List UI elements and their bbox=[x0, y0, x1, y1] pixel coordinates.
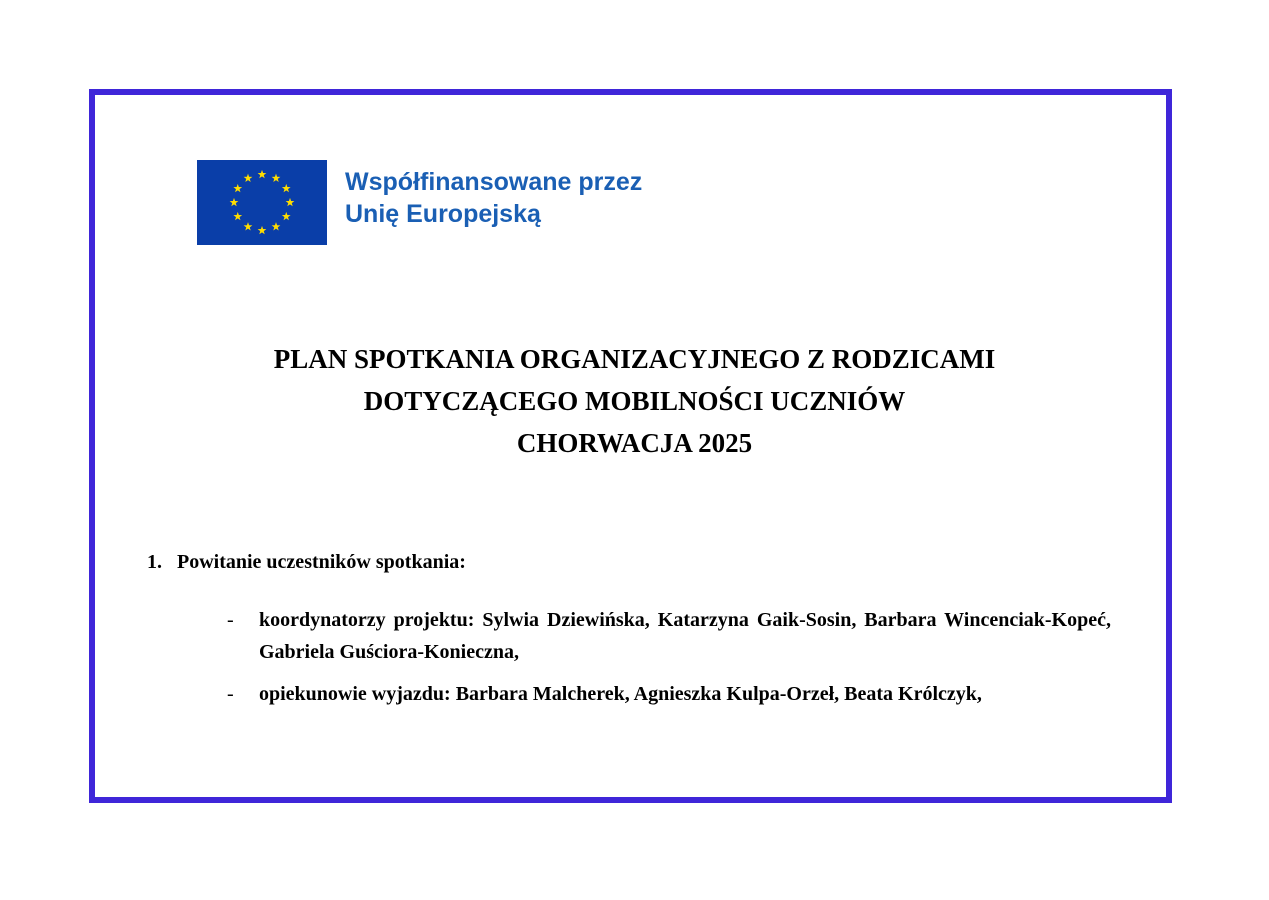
star-icon bbox=[272, 174, 281, 182]
star-icon bbox=[233, 184, 242, 192]
eu-flag-icon bbox=[197, 160, 327, 245]
star-icon bbox=[272, 222, 281, 230]
section-title: Powitanie uczestników spotkania: bbox=[177, 551, 466, 573]
section-heading bbox=[147, 548, 466, 576]
title-line-3: CHORWACJA 2025 bbox=[516, 428, 753, 458]
list-item bbox=[225, 678, 1111, 710]
list-item bbox=[225, 604, 1111, 668]
logo-caption bbox=[345, 166, 642, 230]
star-icon bbox=[282, 212, 291, 220]
title-line-2: DOTYCZĄCEGO MOBILNOŚCI UCZNIÓW bbox=[363, 386, 906, 416]
star-icon bbox=[286, 198, 295, 206]
section-number: 1. bbox=[147, 551, 162, 573]
star-icon bbox=[244, 222, 253, 230]
star-icon bbox=[244, 174, 253, 182]
star-icon bbox=[282, 184, 291, 192]
participant-list bbox=[225, 604, 1111, 720]
star-icon bbox=[258, 170, 267, 178]
star-icon bbox=[258, 226, 267, 234]
list-marker: - bbox=[227, 609, 234, 631]
title-line-1: PLAN SPOTKANIA ORGANIZACYJNEGO Z RODZICAMI bbox=[273, 344, 996, 374]
star-icon bbox=[233, 212, 242, 220]
page-title bbox=[0, 338, 1269, 464]
list-item-text: koordynatorzy projektu: Sylwia Dziewińska, Katarzyna Gaik-Sosin, Barbara Wincenciak-Kopeć, Gabriela Guściora-Konieczna, bbox=[259, 609, 1111, 663]
logo-line-2: Unię Europejską bbox=[345, 200, 541, 228]
logo-line-1: Współfinansowane przez bbox=[345, 168, 643, 196]
list-item-text: opiekunowie wyjazdu: Barbara Malcherek, Agnieszka Kulpa-Orzeł, Beata Królczyk, bbox=[259, 683, 982, 705]
list-marker: - bbox=[227, 683, 234, 705]
star-icon bbox=[230, 198, 239, 206]
